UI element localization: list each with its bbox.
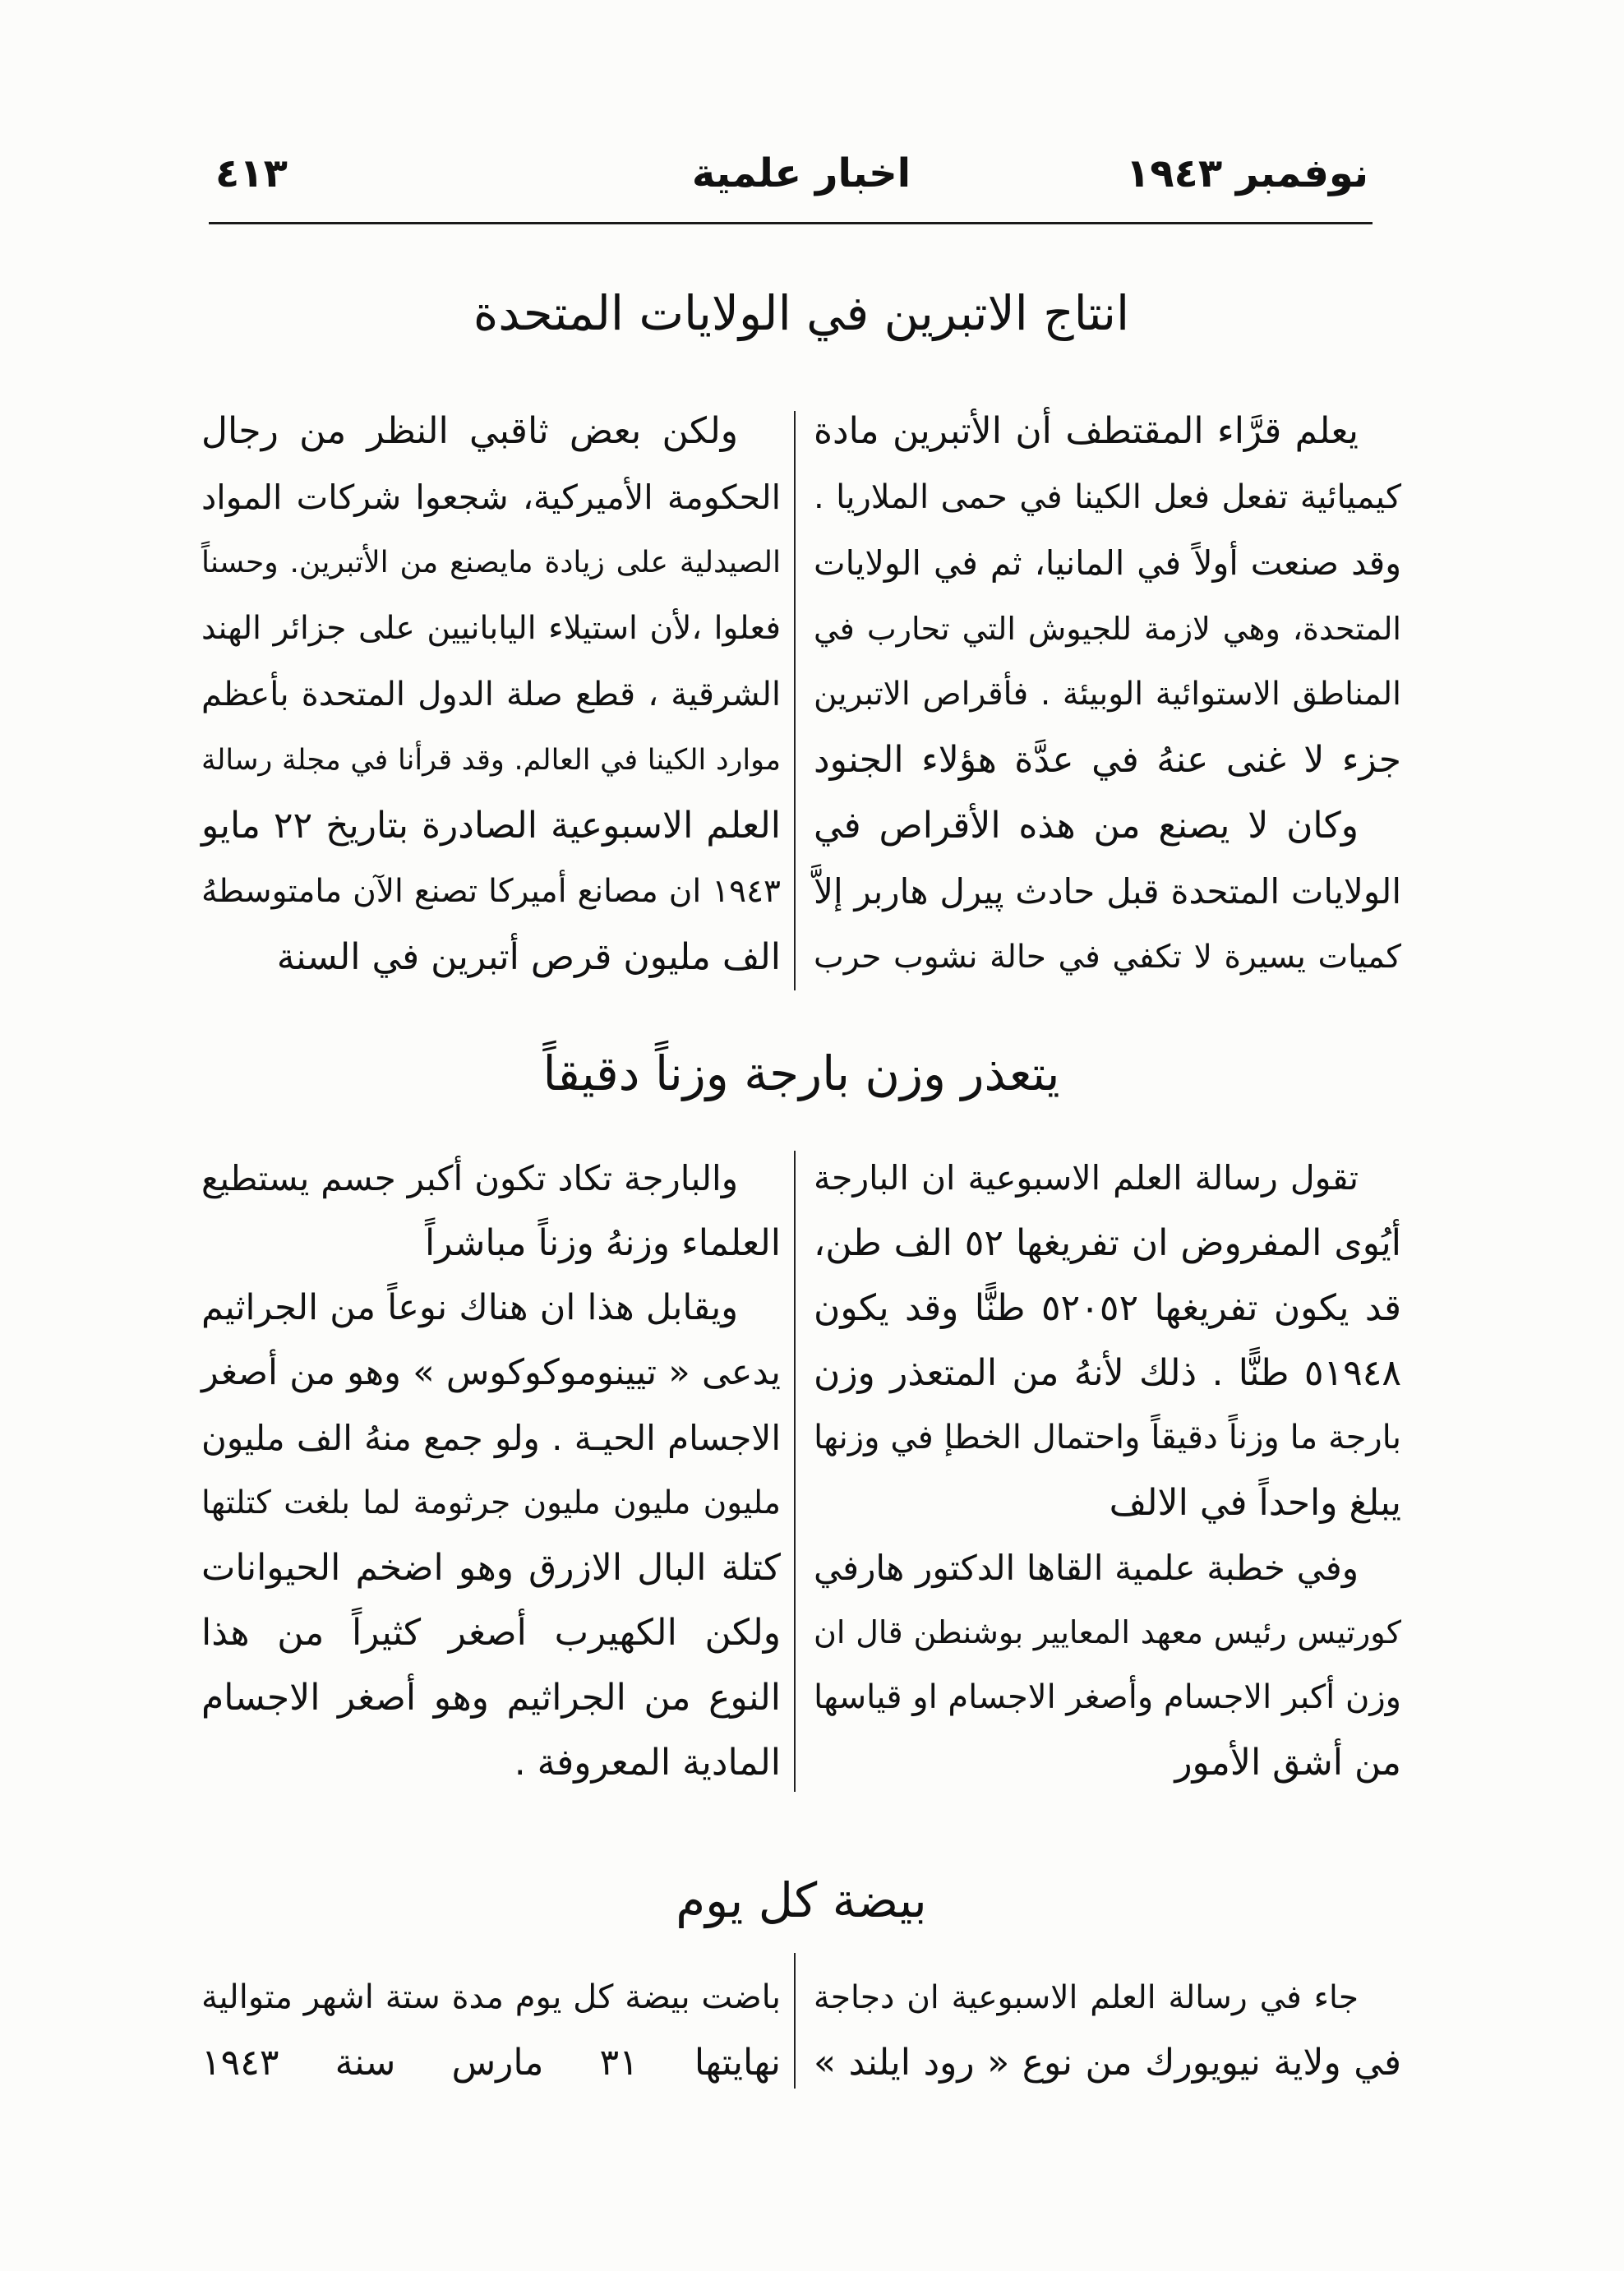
article-title: بيضة كل يوم <box>676 1872 927 1928</box>
text-line: المتحدة، وهي لازمة للجيوش التي تحارب في <box>814 611 1401 647</box>
column-separator <box>794 1953 796 2089</box>
text-line: يعلم قرَّاء المقتطف أن الأتبرين مادة <box>814 410 1359 452</box>
text-line: تقول رسالة العلم الاسبوعية ان البارجة <box>814 1158 1359 1198</box>
text-line: مليون مليون مليون جرثومة لما بلغت كتلتها <box>201 1484 781 1521</box>
text-line: جزء لا غنى عنهُ في عدَّة هؤلاء الجنود <box>814 739 1401 781</box>
text-line: موارد الكينا في العالم. وقد قرأنا في مجلة رسالة <box>201 744 781 777</box>
text-line: في ولاية نيويورك من نوع « رود ايلند » <box>814 2042 1401 2084</box>
text-line: المناطق الاستوائية الوبيئة . فأقراص الاتبرين <box>814 676 1401 713</box>
text-line: وقد صنعت أولاً في المانيا، ثم في الولايات <box>814 543 1401 583</box>
text-line: كتلة البال الازرق وهو اضخم الحيوانات <box>201 1547 781 1589</box>
article-2-right-column <box>814 1146 1401 1795</box>
article-3-right-column <box>814 1965 1401 2095</box>
article-1-left-column <box>201 399 781 990</box>
text-line: النوع من الجراثيم وهو أصغر الاجسام <box>201 1677 781 1719</box>
text-line: الصيدلية على زيادة مايصنع من الأتبرين. وحسناً <box>201 546 781 579</box>
text-line: العلماء وزنهُ وزناً مباشراً <box>424 1222 781 1264</box>
article-title: يتعذر وزن بارجة وزناً دقيقاً <box>542 1045 1060 1101</box>
text-line: كورتيس رئيس معهد المعايير بوشنطن قال ان <box>814 1614 1401 1650</box>
text-line: المادية المعروفة . <box>514 1742 781 1784</box>
text-line: الاجسام الحيـة . ولو جمع منهُ الف مليون <box>201 1418 781 1458</box>
text-line: العلم الاسبوعية الصادرة بتاريخ ٢٢ مايو <box>201 805 781 847</box>
text-line: الولايات المتحدة قبل حادث پيرل هاربر إلاَّ <box>814 871 1401 912</box>
text-line: الحكومة الأميركية، شجعوا شركات المواد <box>201 478 781 517</box>
text-line: ١٩٤٣ ان مصانع أميركا تصنع الآن مامتوسطهُ <box>201 873 781 910</box>
text-line: جاء في رسالة العلم الاسبوعية ان دجاجة <box>814 1979 1359 2016</box>
text-line: وفي خطبة علمية القاها الدكتور هارفي <box>814 1548 1359 1588</box>
header-section-title: اخبار علمية <box>691 150 911 196</box>
text-line: قد يكون تفريغها ٥٢٠٥٢ طنًّا وقد يكون <box>814 1287 1401 1329</box>
text-line: ولكن بعض ثاقبي النظر من رجال <box>201 410 738 452</box>
text-line: الف مليون قرص أتبرين في السنة <box>276 936 781 978</box>
text-line: وكان لا يصنع من هذه الأقراص في <box>814 805 1359 847</box>
text-line: والبارجة تكاد تكون أكبر جسم يستطيع <box>201 1158 738 1198</box>
text-line: أيُوى المفروض ان تفريغها ٥٢ الف طن، <box>814 1222 1401 1264</box>
text-line: ٥١٩٤٨ طنًّا . ذلك لأنهُ من المتعذر وزن <box>814 1352 1401 1394</box>
page-number: ٤١٣ <box>215 150 288 196</box>
text-line: كيميائية تفعل فعل الكينا في حمى الملاريا . <box>814 478 1401 516</box>
column-separator <box>794 1151 796 1792</box>
text-line: يبلغ واحداً في الالف <box>1109 1482 1401 1524</box>
article-1-right-column <box>814 399 1401 990</box>
text-line: وزن أكبر الاجسام وأصغر الاجسام او قياسها <box>814 1678 1401 1716</box>
text-line: بارجة ما وزناً دقيقاً واحتمال الخطإ في وزنها <box>814 1419 1401 1456</box>
article-3-left-column <box>201 1965 781 2095</box>
text-line: ويقابل هذا ان هناك نوعاً من الجراثيم <box>201 1287 738 1328</box>
text-line: فعلوا ،لأن استيلاء اليابانيين على جزائر الهند <box>201 610 781 647</box>
text-line: ولكن الكهيرب أصغر كثيراً من هذا <box>201 1612 781 1654</box>
header-date: نوفمبر ١٩٤٣ <box>1125 150 1368 196</box>
article-title: انتاج الاتبرين في الولايات المتحدة <box>473 285 1130 341</box>
text-line: باضت بيضة كل يوم مدة ستة اشهر متوالية <box>201 1978 781 2016</box>
text-line: الشرقية ، قطع صلة الدول المتحدة بأعظم <box>201 676 781 713</box>
text-line: من أشق الأمور <box>1174 1742 1401 1784</box>
column-separator <box>794 411 796 990</box>
text-line: كميات يسيرة لا تكفي في حالة نشوب حرب <box>814 939 1401 976</box>
article-2-left-column <box>201 1146 781 1795</box>
header-rule <box>209 222 1373 224</box>
text-line: يدعى « تيينوموكوكوس » وهو من أصغر <box>201 1352 781 1393</box>
text-line: نهايتها ٣١ مارس سنة ١٩٤٣ <box>201 2042 781 2084</box>
